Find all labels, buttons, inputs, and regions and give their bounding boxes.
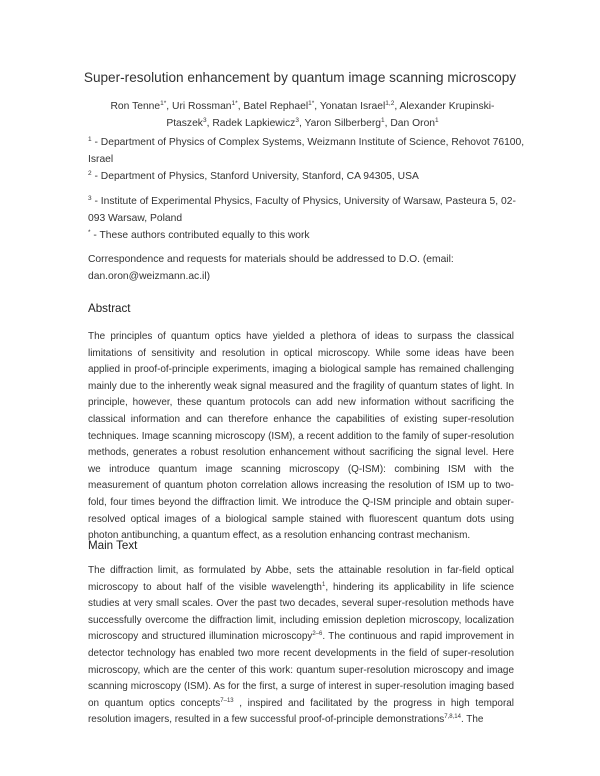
- affiliation-text: - Department of Physics of Complex Systems, Weizmann Institute of Science, Rehovot 76100, Israel: [88, 137, 525, 165]
- author-affiliation-mark: 1*: [308, 100, 315, 107]
- citation-ref: 7–13: [220, 697, 234, 704]
- affiliation-3: [88, 193, 528, 227]
- main-text-heading: Main Text: [88, 539, 138, 552]
- author: [212, 118, 299, 129]
- author-affiliation-mark: 1: [435, 117, 439, 124]
- author-list: Ron Tenne$^{1*}$, Uri Rossman$^{1*}$, Batel Rephael$^{1*}$, Yonatan Israel$^{1,2}$, Alexander Krupinski-Ptaszek$^3$, Radek Lapkiewicz$^3$, Yaron Silberberg$^1$, Dan Oron$^1$: [110, 100, 495, 129]
- affiliation-mark: 1: [88, 136, 92, 143]
- paper-title: Super-resolution enhancement by quantum image scanning microscopy: [83, 70, 517, 85]
- affiliation-mark: 3: [88, 195, 92, 202]
- author: [111, 101, 167, 112]
- main-text-run: , inspired and facilitated by the progress in high temporal resolution imagers, resulted in a few successful proof-of-principle demonstrations: [88, 697, 514, 726]
- author-affiliation-mark: 3: [202, 117, 207, 124]
- author-affiliation-mark: 1: [381, 117, 385, 124]
- author: [320, 101, 395, 112]
- affiliation-text: - Department of Physics, Stanford University, Stanford, CA 94305, USA: [94, 171, 419, 182]
- author-name: Batel Rephael: [243, 101, 309, 112]
- main-text-run: , hindering its applicability in life science studies at very small scales. Over the past two decades, several super-resolution methods have successfully overcome the diffraction limit, including emission depletion microscopy, localization microscopy and structured illumination microscopy: [88, 581, 515, 643]
- citation-ref: 1: [321, 581, 326, 588]
- affiliation-text: - Institute of Experimental Physics, Faculty of Physics, University of Warsaw, Pasteura 5, 02-093 Warsaw, Poland: [88, 196, 516, 224]
- author-name: Radek Lapkiewicz: [212, 118, 296, 129]
- author-name: Ron Tenne: [110, 101, 161, 112]
- affiliation-mark: *: [88, 229, 91, 236]
- citation-ref: 7,8,14: [444, 714, 461, 721]
- affiliation-1: [88, 134, 528, 168]
- main-text-paragraph: [88, 563, 514, 729]
- main-text-run: The diffraction limit, as formulated by Abbe, sets the attainable resolution in far-field optical microscopy to about half of the visible wavelength: [88, 565, 514, 593]
- author-name: Yaron Silberberg: [304, 118, 382, 129]
- equal-contribution-note: [88, 227, 528, 244]
- correspondence-note: Correspondence and requests for materials should be addressed to D.O. (email: dan.oron@weizmann.ac.il): [88, 254, 454, 282]
- author-affiliation-mark: 1*: [231, 100, 238, 107]
- author-affiliation-mark: 3: [295, 117, 299, 124]
- author-name: Dan Oron: [390, 118, 436, 129]
- author: [305, 118, 385, 129]
- author-name: Yonatan Israel: [319, 101, 386, 112]
- author-name: Uri Rossman: [172, 101, 232, 112]
- abstract-text: The principles of quantum optics have yielded a plethora of ideas to surpass the classical limitations of sensitivity and resolution in optical microscopy. While some ideas have been applied in proof-of-principle experiments, imaging a biological sample has remained challenging mainly due to the inherently weak signal measured and the fragility of quantum states of light. In principle, however, these quantum protocols can add new information without sacrificing the classical information and can therefore enhance the capabilities of existing super-resolution techniques. Image scanning microscopy (ISM), a recent addition to the family of super-resolution methods, generates a robust resolution enhancement without sacrificing the signal level. Here we introduce quantum image scanning microscopy (Q-ISM): combining ISM with the measurement of quantum photon correlation allows increasing the resolution of ISM up to two-fold, four times beyond the diffraction limit. We introduce the Q-ISM principle and obtain super-resolved optical images of a biological sample stained with fluorescent quantum dots using photon antibunching, a quantum effect, as a resolution enhancing contrast mechanism.: [88, 331, 514, 542]
- author: [243, 101, 314, 112]
- author-affiliation-mark: 1*: [160, 100, 167, 107]
- author-name: Alexander Krupinski-Ptaszek: [166, 101, 495, 129]
- citation-ref: 2–6: [312, 631, 323, 638]
- affiliation-text: - These authors contributed equally to this work: [93, 230, 310, 241]
- author: [172, 101, 238, 112]
- abstract-heading: Abstract: [88, 302, 131, 315]
- author: [390, 118, 438, 129]
- main-text-run: . The: [460, 714, 484, 726]
- main-text-run: . The continuous and rapid improvement in detector technology has enabled two more recent developments in the field of super-resolution microscopy, which are the center of this work: quantum super-resolution microscopy and image scanning microscopy (ISM). As for the first, a surge of interest in super-resolution imaging based on quantum optics concepts: [88, 631, 514, 709]
- affiliation-mark: 2: [88, 170, 92, 177]
- affiliation-2: [88, 168, 528, 185]
- author-affiliation-mark: 1,2: [385, 100, 395, 107]
